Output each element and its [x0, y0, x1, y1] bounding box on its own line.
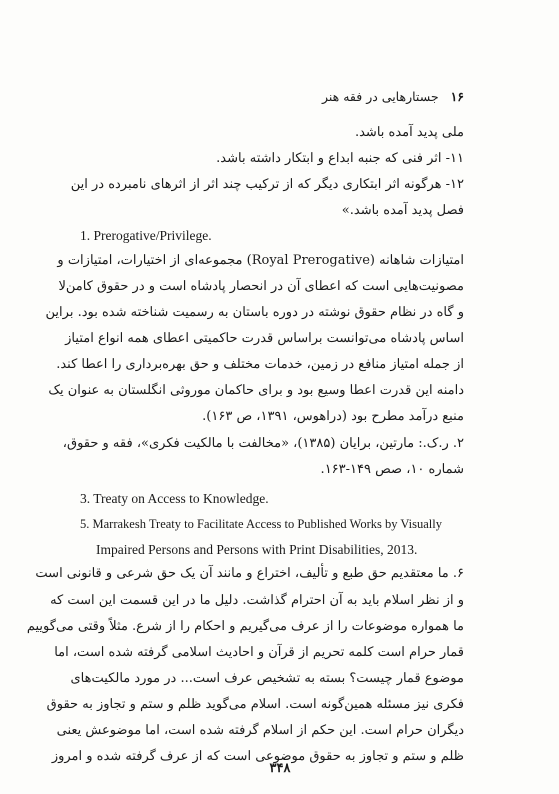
footnote-6-line-3: ما همواره موضوعات را از عرف می‌گیریم و احکام را از شرع. مثلاً وقتی می‌گوییم: [26, 619, 464, 634]
footnote-6-line-1: ۶. ما معتقدیم حق طبع و تألیف، اختراع و مانند آن یک حق شرعی و قانونی است: [35, 566, 464, 581]
fn-continuation-line-1: ملی پدید آمده باشد.: [354, 125, 464, 140]
footnote-2-line-1: ۲. ر.ک.: مارتین، برایان (۱۳۸۵)، «مخالفت با مالکیت فکری»، فقه و حقوق،: [62, 436, 464, 451]
footnote-1-line-4: اساس پادشاه می‌توانست براساس قدرت حاکمیتی اعطای همه انواع امتیاز: [65, 331, 464, 346]
running-header: [322, 86, 464, 108]
fn-item-11: ۱۱- اثر فنی که جنبه ابداع و ابتکار داشته باشد.: [216, 151, 464, 166]
footnote-6-line-4: قمار حرام است کلمه تحریم از قرآن و احادیث اسلامی گرفته شده است، اما: [54, 645, 464, 660]
footnote-6-line-7: دیگران حرام است. این حکم از اسلام گرفته شده است، اما موضوعش یعنی: [56, 723, 464, 738]
footnote-2-line-2: شماره ۱۰، صص ۱۴۹-۱۶۳.: [320, 462, 464, 477]
footnote-6-line-5: موضوع قمار چیست؟ بسته به تشخیص عرف است... در مورد مالکیت‌های: [70, 671, 464, 686]
footnote-1-line-5: از جمله امتیاز منافع در زمین، خدمات مختلف و حق بهره‌برداری را اعطا کند.: [56, 357, 464, 372]
footnote-5-line-2: Impaired Persons and Persons with Print Disabilities, 2013.: [96, 542, 418, 557]
footnote-1-line-7: منبع درآمد مطرح بود (دراهوس، ۱۳۹۱، ص ۱۶۳).: [202, 409, 464, 424]
footnote-5-line-1: 5. Marrakesh Treaty to Facilitate Access to Published Works by Visually: [80, 517, 442, 531]
footnote-1-line-6: دامنه این قدرت اعطا وسیع بود و برای حاکمان موروثی انگلستان به عنوان یک: [48, 383, 464, 398]
footnote-1-line-2: مصونیت‌هایی است که اعطای آن در انحصار پادشاه است و در حقوق کامن‌لا: [58, 279, 464, 294]
footnote-6-line-2: و از نظر اسلام باید به آن احترام گذاشت. دلیل ما در این قسمت این است که: [50, 593, 464, 608]
fn-item-12-end: فصل پدید آمده باشد.»: [341, 203, 464, 218]
footnote-6-line-6: فکری نیز مسئله همین‌گونه است. اسلام می‌گوید ظلم و ستم و تجاوز به حقوق: [46, 697, 464, 712]
header-running-title: جستارهایی در فقه هنر: [322, 89, 439, 104]
footnote-1-line-3: و گاه در نظام حقوق نوشته در دوره باستان به رسمیت شناخته شده بود. براین: [45, 305, 464, 320]
page-number: ۳۴۸: [269, 761, 291, 776]
fn-item-12: ۱۲- هرگونه اثر ابتکاری دیگر که از ترکیب چند اثر از اثرهای نامبرده در این: [70, 177, 464, 192]
footnote-1-line-1: امتیازات شاهانه (Royal Prerogative) مجموعه‌ای از اختیارات، امتیازات و: [57, 253, 464, 268]
header-page-marker: ۱۶: [450, 89, 464, 104]
footnote-3: 3. Treaty on Access to Knowledge.: [80, 491, 269, 506]
footnote-6-line-8: ظلم و ستم و تجاوز به حقوق موضوعی است که از عرف گرفته شده و امروز: [51, 749, 464, 764]
footnote-1-term: 1. Prerogative/Privilege.: [80, 228, 212, 243]
